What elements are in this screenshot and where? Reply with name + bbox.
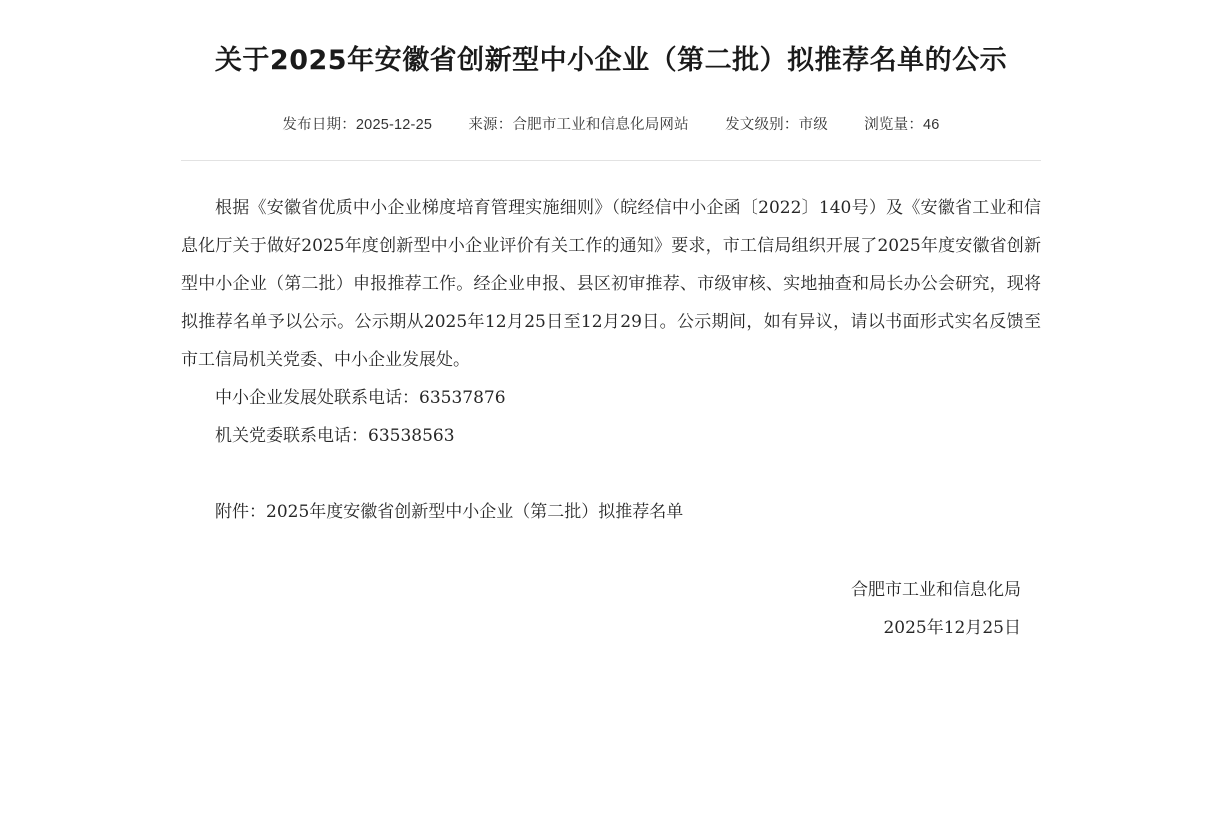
meta-level-label: 发文级别： — [725, 117, 799, 133]
contact-line-development-office: 中小企业发展处联系电话：63537876 — [215, 388, 506, 408]
meta-source-value: 合肥市工业和信息化局网站 — [512, 117, 689, 133]
body-paragraph: 根据《安徽省优质中小企业梯度培育管理实施细则》（皖经信中小企函〔2022〕140号）及《安徽省工业和信息化厅关于做好2025年度创新型中小企业评价有关工作的通知》要求，市工信局组织开展了2025年度安徽省创新型中小企业（第二批）申报推荐工作。经企业申报、县区初审推荐、市级审核、实地抽查和局长办公会研究，现将拟推荐名单予以公示。公示期从2025年12月25日至12月29日。公示期间，如有异议，请以书面形式实名反馈至市工信局机关党委、中小企业发展处。 — [181, 198, 1041, 370]
meta-views-value: 46 — [923, 117, 940, 133]
meta-source — [468, 113, 689, 134]
meta-publish-date-label: 发布日期： — [282, 117, 356, 133]
signature-organization: 合肥市工业和信息化局 — [851, 580, 1021, 600]
meta-level — [725, 113, 828, 134]
meta-divider — [181, 160, 1041, 161]
meta-publish-date — [282, 113, 432, 134]
article-container — [181, 0, 1041, 647]
page-title: 关于2025年安徽省创新型中小企业（第二批）拟推荐名单的公示 — [214, 45, 1008, 76]
contact-line-party-committee: 机关党委联系电话：63538563 — [215, 426, 455, 446]
article-body — [181, 189, 1041, 531]
meta-views-label: 浏览量： — [864, 117, 924, 133]
signature-date: 2025年12月25日 — [883, 618, 1021, 638]
meta-views — [864, 113, 939, 134]
attachment-line: 附件：2025年度安徽省创新型中小企业（第二批）拟推荐名单 — [215, 502, 684, 522]
meta-level-value: 市级 — [798, 117, 828, 133]
signature-block — [181, 571, 1041, 647]
meta-publish-date-value: 2025-12-25 — [355, 117, 433, 133]
article-meta — [181, 113, 1041, 134]
meta-source-label: 来源： — [468, 117, 513, 133]
